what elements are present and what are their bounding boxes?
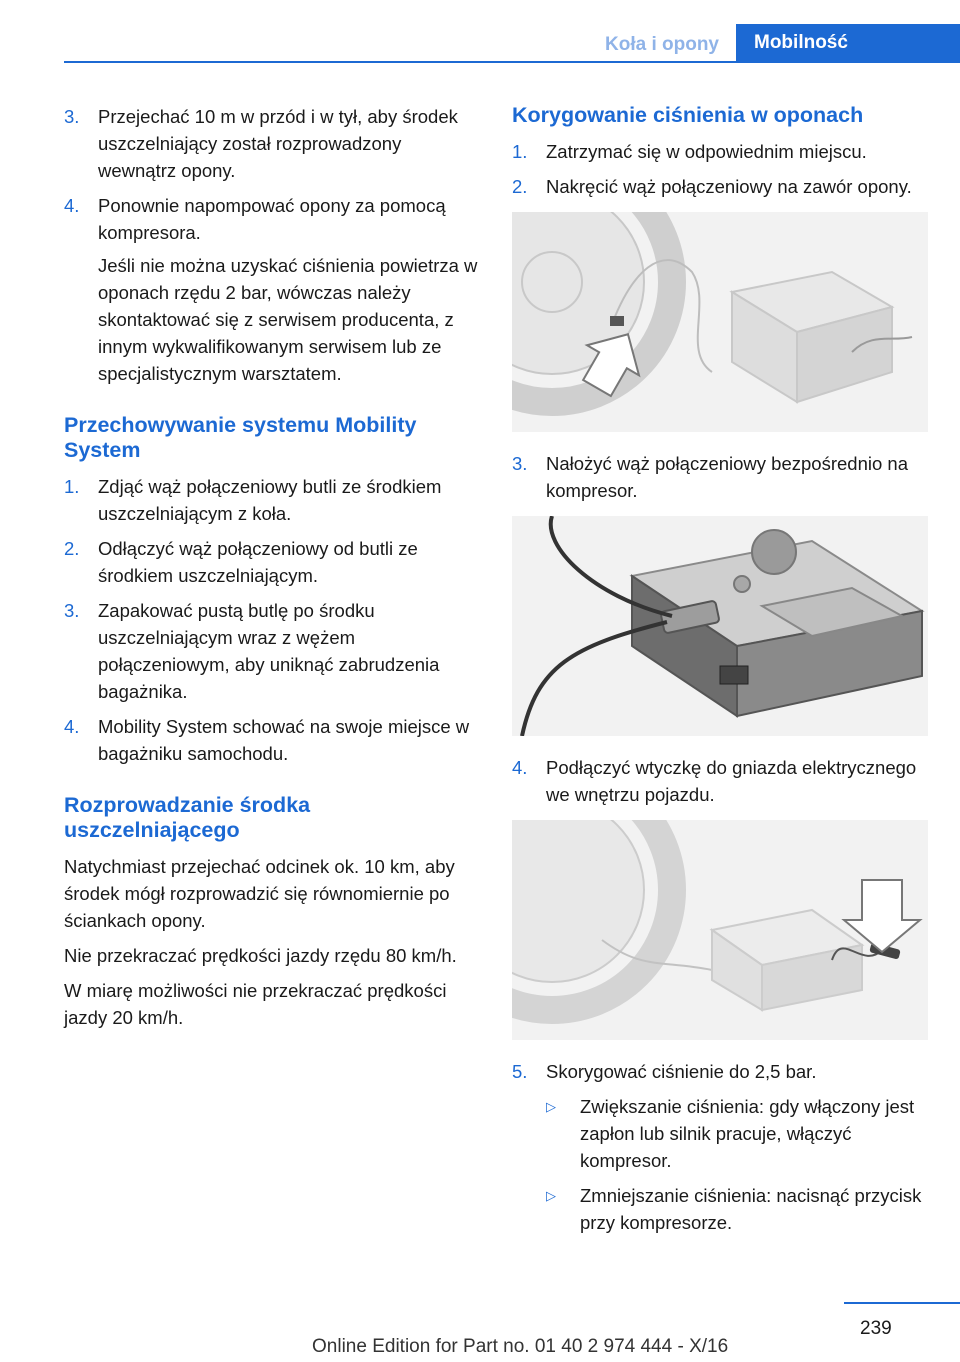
- bullet-text: Zwiększanie ciśnienia: gdy włączony jest zapłon lub silnik pracuje, włączyć kompresor.: [580, 1096, 915, 1171]
- section-heading-storage: Przechowywanie systemu Mobility System: [64, 413, 417, 462]
- list-item: [64, 535, 478, 589]
- step-text: Przejechać 10 m w przód i w tył, aby środek uszczelniający został rozprowadzony wewnątrz opony.: [98, 106, 458, 181]
- paragraph: Natychmiast przejechać odcinek ok. 10 km, aby środek mógł rozprowadzić się równomiernie po ściankach opony.: [64, 856, 455, 931]
- list-item: [512, 1058, 928, 1085]
- footer-rule: [844, 1302, 960, 1304]
- bullet-item: [512, 1182, 928, 1236]
- paragraph: Nie przekraczać prędkości jazdy rzędu 80 km/h.: [64, 945, 457, 966]
- figure-hose-on-valve: [512, 212, 928, 432]
- paragraph: W miarę możliwości nie przekraczać prędkości jazdy 20 km/h.: [64, 980, 447, 1028]
- figure-compressor: [512, 516, 928, 736]
- edition-text: Online Edition for Part no. 01 40 2 974 444 - X/16: [312, 1336, 729, 1357]
- section-heading-correct-pressure: Korygowanie ciśnienia w oponach: [512, 103, 864, 127]
- step-number: 3.: [64, 106, 80, 127]
- step-text: Ponownie napompować opony za pomocą kompresora.: [98, 195, 446, 243]
- step-number: 1.: [512, 141, 528, 162]
- header-rule: [64, 61, 960, 63]
- bullet-text: Zmniejszanie ciśnienia: nacisnąć przycisk przy kompresorze.: [580, 1185, 922, 1233]
- step-text: Skorygować ciśnienie do 2,5 bar.: [546, 1061, 817, 1082]
- step-number: 2.: [64, 538, 80, 559]
- list-item: [64, 473, 478, 527]
- bullet-triangle-icon: ▷: [546, 1099, 556, 1114]
- step-number: 4.: [512, 757, 528, 778]
- step-number: 5.: [512, 1061, 528, 1082]
- step-text: Mobility System schować na swoje miejsce w bagażniku samochodu.: [98, 716, 470, 764]
- step-number: 1.: [64, 476, 80, 497]
- step-text: Nakręcić wąż połączeniowy na zawór opony.: [546, 176, 912, 197]
- right-column: [512, 103, 928, 1244]
- list-item: [512, 450, 928, 504]
- step-text: Nałożyć wąż połączeniowy bezpośrednio na kompresor.: [546, 453, 908, 501]
- step-number: 3.: [512, 453, 528, 474]
- page-number: 239: [860, 1318, 892, 1339]
- step-text: Zatrzymać się w odpowiednim miejscu.: [546, 141, 867, 162]
- step-number: 2.: [512, 176, 528, 197]
- step-number: 4.: [64, 195, 80, 216]
- list-item: [64, 597, 478, 705]
- list-item: [512, 138, 928, 165]
- list-item: [64, 713, 478, 767]
- step-text: Podłączyć wtyczkę do gniazda elektrycznego we wnętrzu pojazdu.: [546, 757, 917, 805]
- left-column: [64, 103, 478, 1039]
- list-item: [64, 192, 478, 246]
- step-text: Zdjąć wąż połączeniowy butli ze środkiem uszczelniającym z koła.: [98, 476, 442, 524]
- header-tab-chapter: Mobilność: [736, 24, 960, 61]
- header-tab-section: Koła i opony: [605, 34, 719, 55]
- list-item: [512, 754, 928, 808]
- bullet-triangle-icon: ▷: [546, 1188, 556, 1203]
- step-number: 3.: [64, 600, 80, 621]
- list-item: [64, 103, 478, 184]
- step-note: Jeśli nie można uzyskać ciśnienia powietrza w oponach rzędu 2 bar, wówczas należy skontaktować się z serwisem producenta, z innym wykwalifikowanym serwisem lub ze specjalistycznym warsztatem.: [98, 255, 478, 384]
- list-item: [512, 173, 928, 200]
- section-heading-distribute: Rozprowadzanie środka uszczelniającego: [64, 793, 311, 842]
- step-text: Odłączyć wąż połączeniowy od butli ze środkiem uszczelniającym.: [98, 538, 418, 586]
- bullet-item: [512, 1093, 928, 1174]
- step-number: 4.: [64, 716, 80, 737]
- figure-plug-socket: [512, 820, 928, 1040]
- step-text: Zapakować pustą butlę po środku uszczelniającym wraz z wężem połączeniowym, aby uniknąć zabrudzenia bagażnika.: [98, 600, 440, 702]
